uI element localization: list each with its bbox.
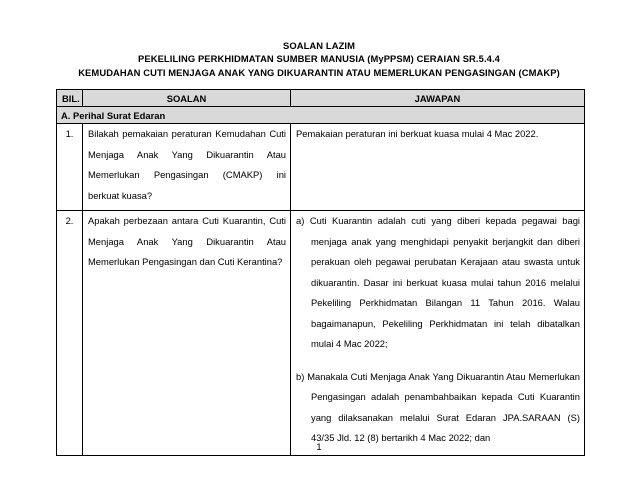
answer-item-b bbox=[296, 367, 580, 449]
answer-cell bbox=[291, 124, 585, 211]
answer-line: Cuti Kuarantin adalah cuti yang diberi kepada pegawai bagi bbox=[309, 215, 581, 226]
column-header-bil: BIL. bbox=[57, 90, 83, 107]
answer-line: Memerlukan Pengasingan adalah penambahbaikan kepada bbox=[311, 370, 580, 402]
answer-line: JPA.SARAAN (S) 43/35 Jld. 12 (8) bertarikh 4 Mac 2022; dan bbox=[311, 411, 581, 443]
answer-line: bagaimanapun, Pekeliling Perkhidmatan ini telah dibatalkan bbox=[311, 317, 580, 329]
document-subtitle: PEKELILING PERKHIDMATAN SUMBER MANUSIA (MyPPSM) CERAIAN SR.5.4.4 bbox=[138, 53, 500, 64]
answer-marker: b) bbox=[296, 370, 305, 382]
question-line: Apakah perbezaan antara Cuti Kuarantin, Cuti bbox=[88, 215, 286, 226]
question-cell bbox=[83, 211, 291, 456]
answer-line: Pekeliling Perkhidmatan Bilangan 11 Tahun 2016. Walau bbox=[311, 297, 580, 308]
question-line: berkuat kuasa? bbox=[88, 189, 153, 201]
answer-line: mulai 4 Mac 2022; bbox=[311, 338, 388, 349]
row-number: 2. bbox=[57, 211, 83, 456]
answer-line: Manakala Cuti Menjaga Anak Yang Dikuarantin Atau bbox=[307, 370, 526, 382]
faq-table bbox=[56, 89, 585, 456]
question-line: Bilakah pemakaian peraturan Kemudahan Cuti bbox=[88, 128, 286, 139]
question-cell bbox=[83, 124, 291, 211]
document-title: SOALAN LAZIM bbox=[282, 40, 356, 51]
document-topic: KEMUDAHAN CUTI MENJAGA ANAK YANG DIKUARANTIN ATAU MEMERLUKAN PENGASINGAN (CMAKP) bbox=[78, 67, 560, 78]
column-header-jawapan: JAWAPAN bbox=[291, 90, 585, 107]
answer-line: dikuarantin. Dasar ini berkuat kuasa mulai tahun 2016 melalui bbox=[311, 276, 580, 288]
table-row bbox=[57, 211, 585, 456]
row-number: 1. bbox=[57, 124, 83, 211]
answer-marker: a) bbox=[296, 215, 305, 226]
question-line: Menjaga Anak Yang Dikuarantin Atau bbox=[88, 235, 286, 247]
answer-line: menjaga anak yang menghidapi penyakit berjangkit dan diberi bbox=[311, 235, 580, 247]
answer-line: perakuan oleh pegawai perubatan Kerajaan atau swasta untuk bbox=[311, 256, 580, 267]
answer-text: Pemakaian peraturan ini berkuat kuasa mulai 4 Mac 2022. bbox=[296, 128, 539, 139]
page-number: 1 bbox=[316, 441, 322, 452]
table-row bbox=[57, 124, 585, 211]
question-line: Memerlukan Pengasingan dan Cuti Kerantina? bbox=[88, 256, 283, 267]
answer-item-a bbox=[296, 211, 580, 355]
answer-cell bbox=[291, 211, 585, 456]
section-row bbox=[57, 107, 585, 124]
question-line: Memerlukan Pengasingan (CMAKP) ini bbox=[88, 169, 286, 180]
answer-line: Cuti Kuarantin yang dilaksanakan melalui Surat Edaran bbox=[311, 391, 580, 423]
table-header-row bbox=[57, 90, 585, 107]
question-line: Menjaga Anak Yang Dikuarantin Atau bbox=[88, 148, 286, 160]
section-a-heading: A. Perihal Surat Edaran bbox=[57, 107, 585, 124]
column-header-soalan: SOALAN bbox=[83, 90, 291, 107]
